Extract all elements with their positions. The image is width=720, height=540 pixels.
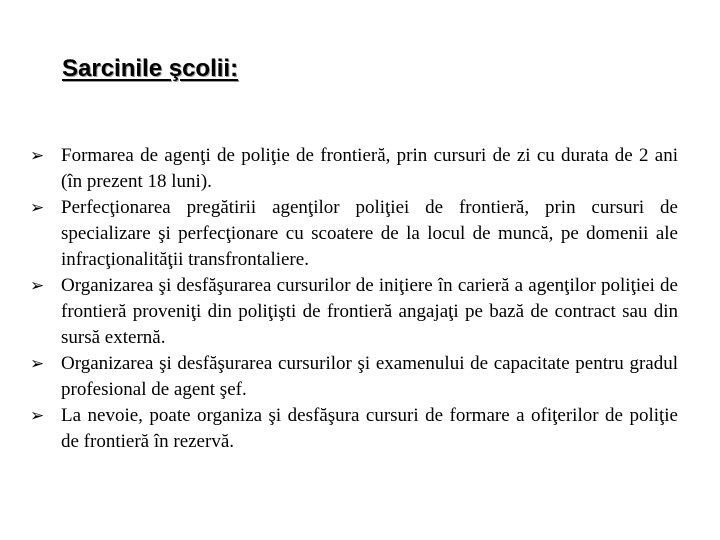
list-item	[30, 351, 678, 403]
list-item-text: Organizarea şi desfăşurarea cursurilor de iniţiere în carieră a agenţilor poliţiei de frontieră proveniţi din poliţişti de frontieră angajaţi pe bază de contract sau din sursă externă.	[61, 275, 678, 348]
arrow-bullet-icon: ➢	[30, 354, 45, 374]
list-item	[30, 195, 678, 273]
slide-title: Sarcinile şcolii:	[62, 55, 239, 82]
list-item-text: La nevoie, poate organiza şi desfăşura cursuri de formare a ofiţerilor de poliţie de frontieră în rezervă.	[61, 405, 678, 452]
list-item-text: Organizarea şi desfăşurarea cursurilor şi examenului de capacitate pentru gradul profesional de agent şef.	[61, 353, 678, 400]
list-item-text: Perfecţionarea pregătirii agenţilor poliţiei de frontieră, prin cursuri de specializare şi perfecţionare cu scoatere de la locul de muncă, pe domenii ale infracţionalităţii transfrontaliere.	[61, 197, 678, 270]
arrow-bullet-icon: ➢	[30, 198, 45, 218]
list-item	[30, 273, 678, 351]
list-item-text: Formarea de agenţi de poliţie de frontieră, prin cursuri de zi cu durata de 2 ani (în prezent 18 luni).	[61, 145, 678, 192]
list-item	[30, 143, 678, 195]
arrow-bullet-icon: ➢	[30, 146, 45, 166]
arrow-bullet-icon: ➢	[30, 406, 45, 426]
bullet-list	[30, 143, 678, 455]
arrow-bullet-icon: ➢	[30, 276, 45, 296]
list-item	[30, 403, 678, 455]
